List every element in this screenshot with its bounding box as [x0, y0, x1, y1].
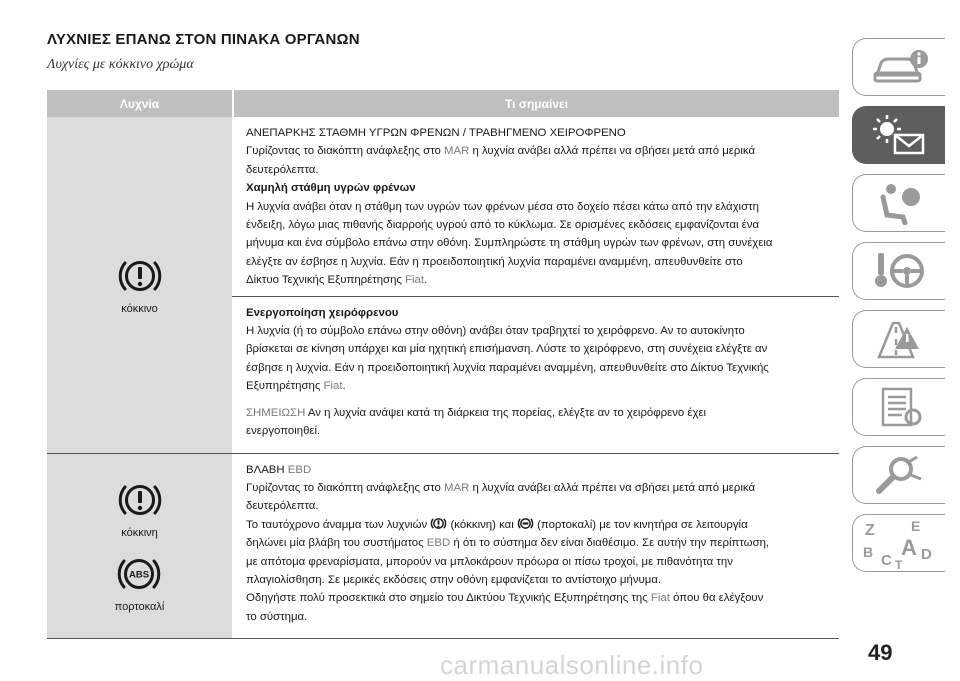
header-meaning: Τι σημαίνει [232, 90, 839, 117]
meaning-cell [232, 454, 839, 639]
text-span: Αν η λυχνία ανάψει κατά τη διάρκεια της πορείας, ελέγξτε αν το χειρόφρενο έχει [305, 406, 707, 419]
text-line [246, 271, 839, 289]
subsection-title: Ενεργοποίηση χειρόφρενου [246, 306, 399, 319]
index-letter: B [863, 544, 874, 560]
text-line: ένδειξη, λόγω μιας πιθανής διαρροής υγρού από το κύκλωμα. Σε ορισμένες εκδόσεις εμφανίζονται ένα [246, 219, 760, 232]
text-line: ενεργοποιηθεί. [246, 425, 321, 438]
text-line: βρίσκεται σε κίνηση υπάρχει και μία ηχητική επισήμανση. Λύστε το χειρόφρενο, στη συνέχεια ελέγξτε αν [246, 343, 768, 356]
text-line: Η λυχνία (ή το σύμβολο επάνω στην οθόνη) ανάβει όταν τραβηχτεί το χειρόφρενο. Αν το αυτοκίνητο [246, 325, 745, 338]
text-line [246, 589, 839, 607]
text-span: Το ταυτόχρονο άναμμα των λυχνιών [246, 518, 431, 531]
page-subtitle: Λυχνίες με κόκκινο χρώμα [47, 57, 194, 72]
steering-wheel-key-icon[interactable] [852, 242, 945, 300]
brake-warning-inline-icon [430, 516, 447, 531]
mar-label: MAR [444, 481, 470, 494]
lamp-color-label: κόκκινο [121, 302, 158, 315]
text-line: μήνυμα και ένα σύμβολο επάνω στην οθόνη. Συμπληρώστε τη στάθμη υγρών των φρένων, στη συνέχεια [246, 237, 773, 250]
text-line: ελέγξτε αν έσβησε η λυχνία. Εάν η προειδοποιητική λυχνία παραμένει αναμμένη, απευθυνθείτε στο [246, 255, 743, 268]
text-line: πλαγιολίσθηση. Σε μερικές εκδόσεις στην οθόνη εμφανίζεται το αντίστοιχο μήνυμα. [246, 573, 662, 586]
handbrake-section [232, 296, 839, 447]
header-lamp: Λυχνία [119, 96, 160, 111]
section-title [246, 461, 839, 479]
text-line: με απότομα φρεναρίσματα, μπορούν να μπλοκάρουν πρόωρα οι πίσω τροχοί, με πιθανότητα την [246, 555, 733, 568]
text-line [246, 479, 839, 497]
lamp-color-label: κόκκινη [121, 526, 158, 539]
text-line [246, 516, 839, 534]
fiat-label: Fiat [650, 592, 670, 605]
text-line [246, 142, 839, 160]
index-letters-icon[interactable] [852, 514, 945, 572]
index-letter: A [901, 535, 917, 560]
text-span: . [424, 274, 428, 287]
brake-lamp [117, 479, 163, 539]
table-row [47, 454, 839, 640]
note-line [246, 404, 839, 422]
text-span: Εξυπηρέτησης [246, 380, 324, 393]
ebd-label: EBD [426, 537, 451, 550]
warning-lights-table [47, 90, 839, 639]
index-letter: T [895, 558, 903, 571]
subsection-title: Χαμηλή στάθμη υγρών φρένων [246, 182, 416, 195]
spacer [246, 396, 839, 404]
page-title: ΛΥΧΝΙΕΣ ΕΠΑΝΩ ΣΤΟΝ ΠΙΝΑΚΑ ΟΡΓΑΝΩΝ [47, 31, 360, 48]
brake-lamp [117, 255, 163, 315]
abs-lamp [115, 553, 165, 613]
lamp-cell [47, 117, 232, 453]
text-span: δηλώνει μία βλάβη του συστήματος [246, 537, 427, 550]
abs-warning-icon [116, 553, 162, 595]
chapter-tabs [852, 38, 945, 582]
warning-light-message-icon[interactable] [852, 106, 945, 164]
ebd-section [246, 461, 839, 633]
abs-text: ABS [129, 569, 150, 581]
mar-label: MAR [444, 145, 470, 158]
text-span: όπου θα ελέγξουν [669, 592, 764, 605]
text-line: δευτερόλεπτα. [246, 163, 319, 176]
maintenance-document-icon[interactable] [852, 378, 945, 436]
text-line: το σύστημα. [246, 610, 308, 623]
text-span: ή ότι το σύστημα δεν είναι διαθέσιμο. Σε αυτήν την περίπτωση, [450, 537, 770, 550]
note-label: ΣΗΜΕΙΩΣΗ [246, 406, 306, 419]
fiat-label: Fiat [323, 380, 343, 393]
table-row [47, 117, 839, 454]
lamp-cell [47, 454, 232, 639]
text-line [246, 377, 839, 395]
text-span: Οδηγήστε πολύ προσεκτικά στο σημείο του Δικτύου Τεχνικής Εξυπηρέτησης της [246, 592, 651, 605]
text-span: . [342, 380, 346, 393]
abs-warning-inline-icon [517, 516, 534, 531]
car-info-icon[interactable] [852, 38, 945, 96]
text-span: η λυχνία ανάβει αλλά πρέπει να σβήσει μετά από μερικά [469, 145, 756, 158]
text-span: Γυρίζοντας το διακόπτη ανάφλεξης στο [246, 481, 445, 494]
index-letter: Z [865, 522, 875, 539]
table-header [47, 90, 839, 117]
text-span: η λυχνία ανάβει αλλά πρέπει να σβήσει μετά από μερικά [469, 481, 756, 494]
index-letter: E [911, 518, 921, 534]
technical-data-icon[interactable] [852, 446, 945, 504]
text-span: Δίκτυο Τεχνικής Εξυπηρέτησης [246, 274, 406, 287]
brake-warning-icon [117, 479, 163, 521]
text-span: (πορτοκαλί) με τον κινητήρα σε λειτουργία [533, 518, 748, 531]
section-title: ΑΝΕΠΑΡΚΗΣ ΣΤΑΘΜΗ ΥΓΡΩΝ ΦΡΕΝΩΝ / ΤΡΑΒΗΓΜΕΝΟ ΧΕΙΡΟΦΡΕΝΟ [246, 127, 626, 139]
lamp-color-label: πορτοκαλί [114, 600, 165, 613]
fiat-label: Fiat [405, 274, 425, 287]
text-line: Η λυχνία ανάβει όταν η στάθμη των υγρών των φρένων μέσα στο δοχείο πέσει κάτω από την ελάχιστη [246, 200, 759, 213]
meaning-cell [232, 117, 839, 453]
text-line: δευτερόλεπτα. [246, 500, 319, 513]
text-line [246, 534, 839, 552]
road-warning-icon[interactable] [852, 310, 945, 368]
seat-airbag-icon[interactable] [852, 174, 945, 232]
text-line: έσβησε η λυχνία. Εάν η προειδοποιητική λυχνία παραμένει αναμμένη, απευθυνθείτε στο Δίκτυο Τεχνικής [246, 361, 769, 374]
brake-warning-icon [117, 255, 163, 297]
page-number: 49 [868, 640, 893, 665]
ebd-label: EBD [287, 463, 312, 476]
index-letter: D [921, 546, 932, 563]
index-letter: C [881, 552, 892, 569]
text-span: (κόκκινη) και [447, 518, 517, 531]
brake-fluid-section [246, 124, 839, 296]
text-span: ΒΛΑΒΗ [246, 463, 288, 476]
text-span: Γυρίζοντας το διακόπτη ανάφλεξης στο [246, 145, 445, 158]
watermark: carmanualsonline.info [440, 650, 704, 680]
